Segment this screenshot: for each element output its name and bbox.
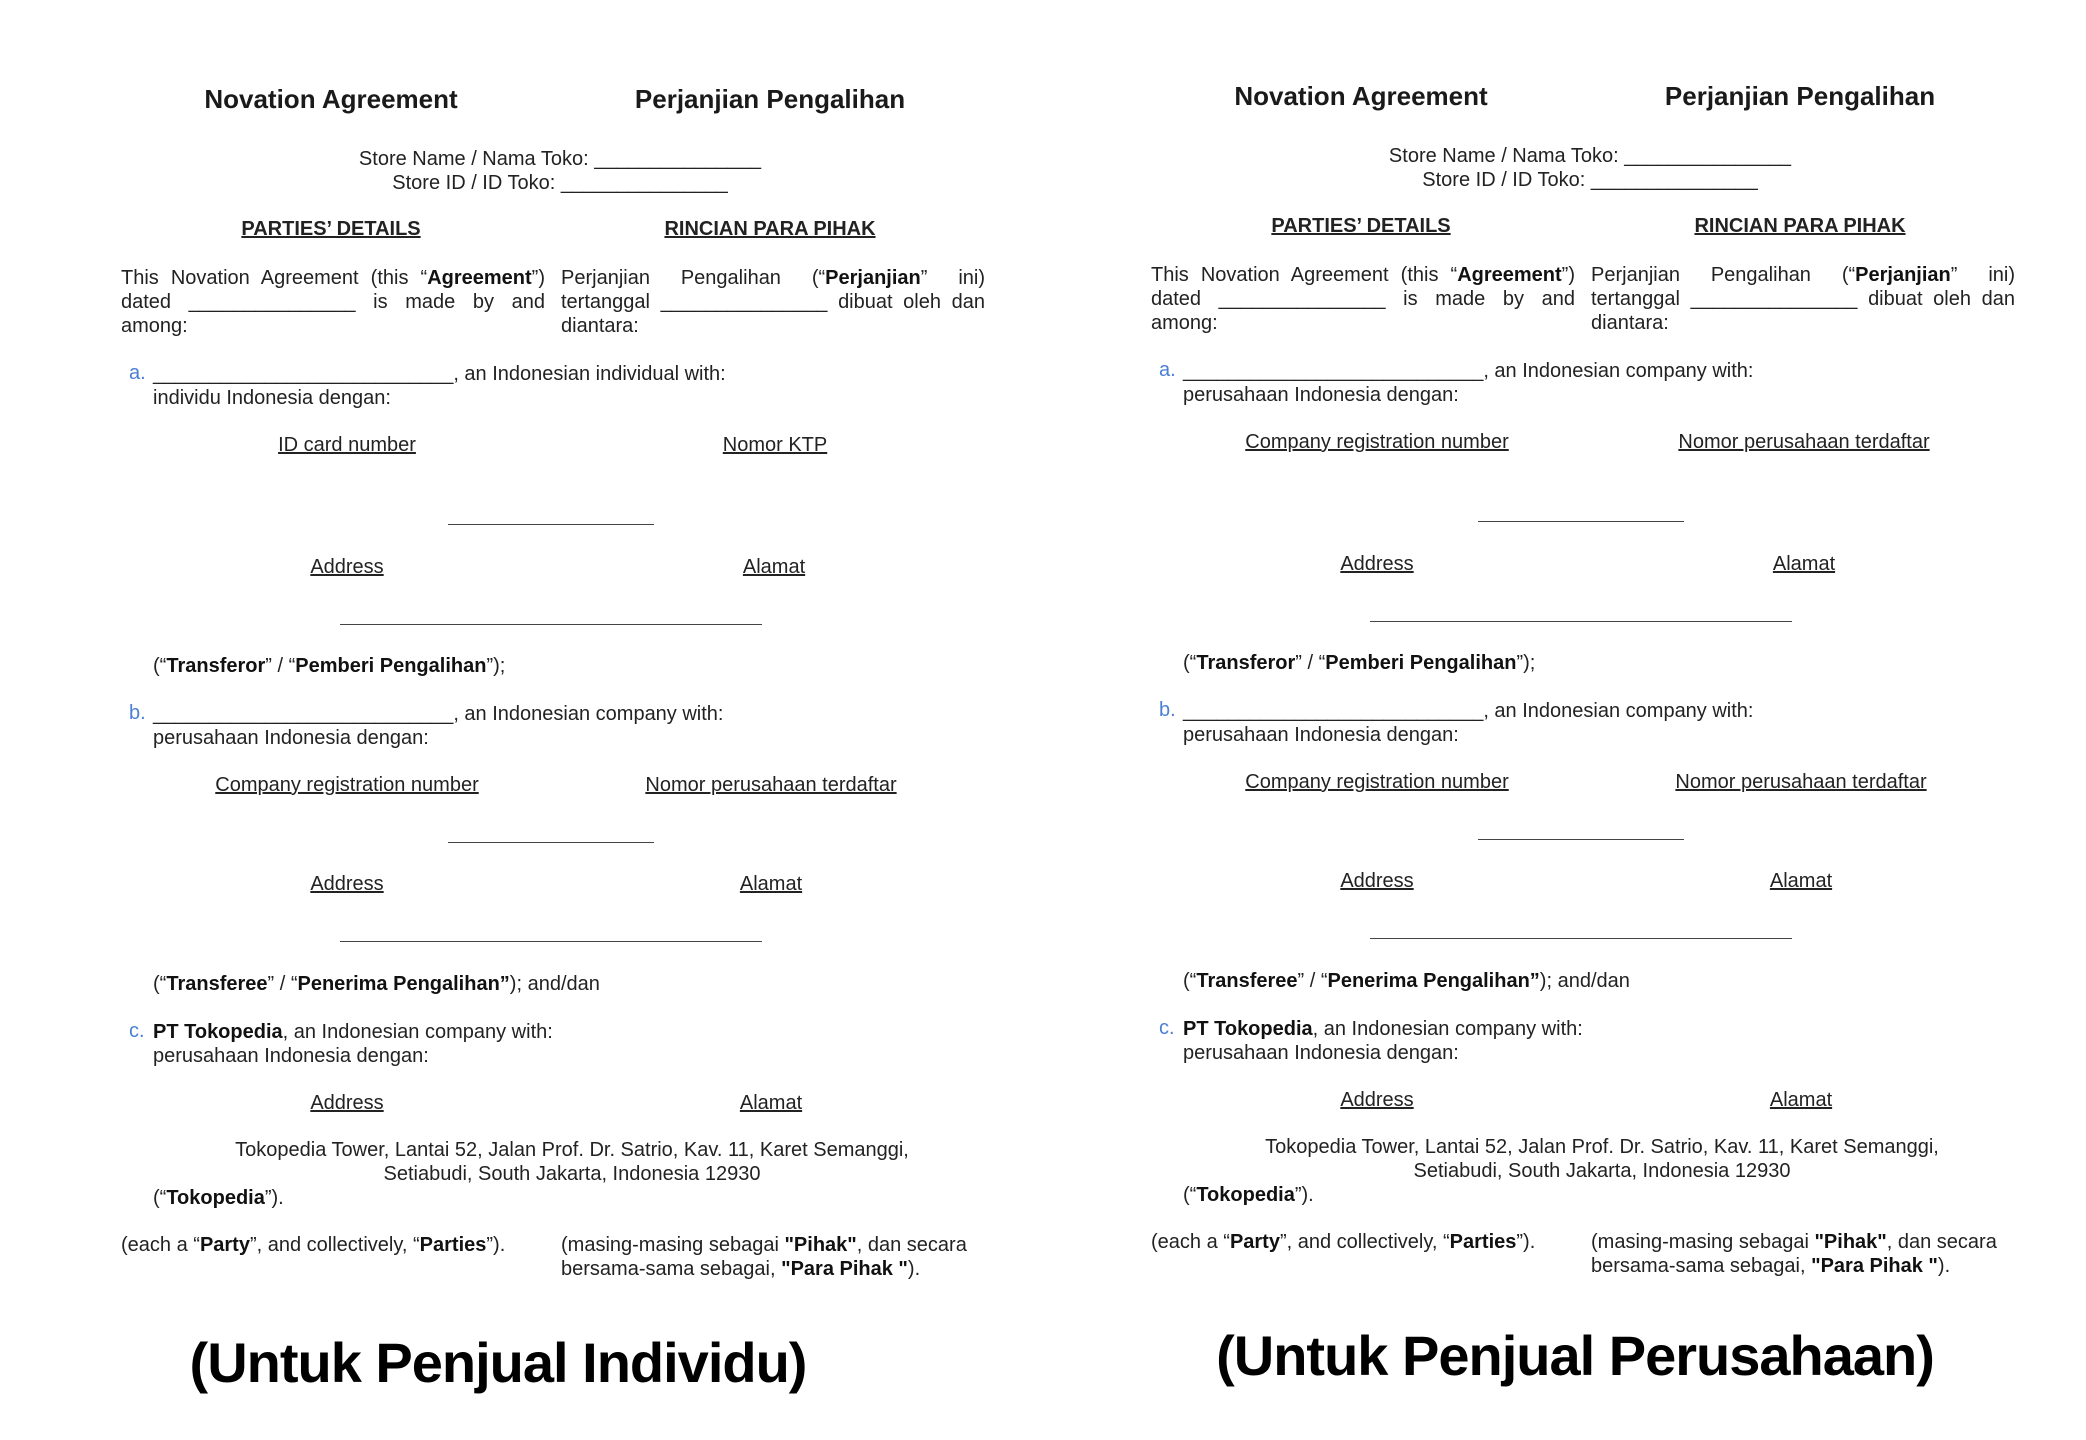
label-company-registration-number: Company registration number <box>1245 431 1509 453</box>
closing-english: (each a “Party”, and collectively, “Parties”). <box>121 1234 506 1256</box>
intro-english: This Novation Agreement (this “Agreement”) dated _______________ is made by and among: <box>1151 264 1575 334</box>
party-b-line-translation: perusahaan Indonesia dengan: <box>1183 724 1459 746</box>
blank-registration-number <box>1478 839 1684 840</box>
blank-address <box>1370 621 1792 622</box>
closing-indonesian: (masing-masing sebagai "Pihak", dan secara bersama-sama sebagai, "Para Pihak "). <box>1591 1231 1997 1277</box>
intro-indonesian: Perjanjian Pengalihan (“Perjanjian” ini) tertanggal _______________ dibuat oleh dan diantara: <box>1591 264 2015 334</box>
tokopedia-address-line-2: Setiabudi, South Jakarta, Indonesia 12930 <box>383 1163 761 1185</box>
store-id-field: Store ID / ID Toko: _______________ <box>1422 169 1758 191</box>
defined-tokopedia: (“Tokopedia”). <box>1183 1184 1314 1206</box>
label-address: Address <box>1340 553 1414 575</box>
label-alamat: Alamat <box>1769 1089 1833 1111</box>
blank-address <box>1370 938 1792 939</box>
title-indonesian: Perjanjian Pengalihan <box>1664 81 1936 111</box>
list-marker-a: a. <box>129 362 146 384</box>
title-english: Novation Agreement <box>204 84 458 114</box>
caption-company-seller: (Untuk Penjual Perusahaan) <box>1216 1324 1934 1387</box>
list-marker-c: c. <box>1159 1017 1175 1039</box>
list-marker-a: a. <box>1159 359 1176 381</box>
label-alamat: Alamat <box>742 556 806 578</box>
party-b-line: ___________________________, an Indonesian company with: <box>153 703 724 725</box>
party-b-line: ___________________________, an Indonesian company with: <box>1183 700 1754 722</box>
closing-indonesian: (masing-masing sebagai "Pihak", dan secara bersama-sama sebagai, "Para Pihak "). <box>561 1234 967 1280</box>
store-id-field: Store ID / ID Toko: _______________ <box>392 172 728 194</box>
title-english: Novation Agreement <box>1234 81 1488 111</box>
label-company-registration-number: Company registration number <box>1245 771 1509 793</box>
blank-registration-number <box>448 842 654 843</box>
party-a-line: ___________________________, an Indonesian company with: <box>1183 360 1754 382</box>
party-c-line-translation: perusahaan Indonesia dengan: <box>153 1045 429 1067</box>
defined-transferor: (“Transferor” / “Pemberi Pengalihan”); <box>1183 652 1536 674</box>
blank-registration-number <box>1478 521 1684 522</box>
list-marker-b: b. <box>129 702 146 724</box>
closing-english: (each a “Party”, and collectively, “Parties”). <box>1151 1231 1536 1253</box>
label-alamat: Alamat <box>1769 870 1833 892</box>
intro-english: This Novation Agreement (this “Agreement”) dated _______________ is made by and among: <box>121 267 545 337</box>
heading-rincian-para-pihak: RINCIAN PARA PIHAK <box>664 218 876 240</box>
defined-transferee: (“Transferee” / “Penerima Pengalihan”); and/dan <box>153 973 600 995</box>
heading-rincian-para-pihak: RINCIAN PARA PIHAK <box>1694 215 1906 237</box>
label-alamat: Alamat <box>739 1092 803 1114</box>
heading-parties-details: PARTIES’ DETAILS <box>1271 215 1451 237</box>
blank-address <box>340 624 762 625</box>
party-a-line-translation: perusahaan Indonesia dengan: <box>1183 384 1459 406</box>
label-address: Address <box>310 1092 384 1114</box>
blank-id-number <box>448 524 654 525</box>
document-panel-company <box>1145 0 2086 1437</box>
label-nomor-perusahaan-terdaftar: Nomor perusahaan terdaftar <box>1675 771 1927 793</box>
document-panel-individual <box>115 0 1075 1440</box>
party-a-line-translation: individu Indonesia dengan: <box>153 387 391 409</box>
label-alamat: Alamat <box>739 873 803 895</box>
list-marker-b: b. <box>1159 699 1176 721</box>
label-company-registration-number: Company registration number <box>215 774 479 796</box>
defined-tokopedia: (“Tokopedia”). <box>153 1187 284 1209</box>
store-name-field: Store Name / Nama Toko: _______________ <box>358 148 762 170</box>
party-c-line-translation: perusahaan Indonesia dengan: <box>1183 1042 1459 1064</box>
label-address: Address <box>1340 870 1414 892</box>
party-b-line-translation: perusahaan Indonesia dengan: <box>153 727 429 749</box>
title-indonesian: Perjanjian Pengalihan <box>634 84 906 114</box>
list-marker-c: c. <box>129 1020 145 1042</box>
label-nomor-perusahaan-terdaftar: Nomor perusahaan terdaftar <box>1678 431 1930 453</box>
label-nomor-perusahaan-terdaftar: Nomor perusahaan terdaftar <box>645 774 897 796</box>
tokopedia-address-line-2: Setiabudi, South Jakarta, Indonesia 12930 <box>1413 1160 1791 1182</box>
party-c-line: PT Tokopedia, an Indonesian company with: <box>1183 1018 1583 1040</box>
tokopedia-address-line-1: Tokopedia Tower, Lantai 52, Jalan Prof. Dr. Satrio, Kav. 11, Karet Semanggi, <box>235 1139 909 1161</box>
store-name-field: Store Name / Nama Toko: _______________ <box>1388 145 1792 167</box>
tokopedia-address-line-1: Tokopedia Tower, Lantai 52, Jalan Prof. Dr. Satrio, Kav. 11, Karet Semanggi, <box>1265 1136 1939 1158</box>
party-c-line: PT Tokopedia, an Indonesian company with: <box>153 1021 553 1043</box>
caption-individual-seller: (Untuk Penjual Individu) <box>189 1331 807 1394</box>
heading-parties-details: PARTIES’ DETAILS <box>241 218 421 240</box>
label-id-card-number: ID card number <box>278 434 416 456</box>
party-a-line: ___________________________, an Indonesian individual with: <box>153 363 726 385</box>
blank-address <box>340 941 762 942</box>
intro-indonesian: Perjanjian Pengalihan (“Perjanjian” ini) tertanggal _______________ dibuat oleh dan diantara: <box>561 267 985 337</box>
defined-transferor: (“Transferor” / “Pemberi Pengalihan”); <box>153 655 506 677</box>
label-alamat: Alamat <box>1772 553 1836 575</box>
defined-transferee: (“Transferee” / “Penerima Pengalihan”); and/dan <box>1183 970 1630 992</box>
label-address: Address <box>310 556 384 578</box>
label-nomor-ktp: Nomor KTP <box>722 434 828 456</box>
label-address: Address <box>1340 1089 1414 1111</box>
label-address: Address <box>310 873 384 895</box>
